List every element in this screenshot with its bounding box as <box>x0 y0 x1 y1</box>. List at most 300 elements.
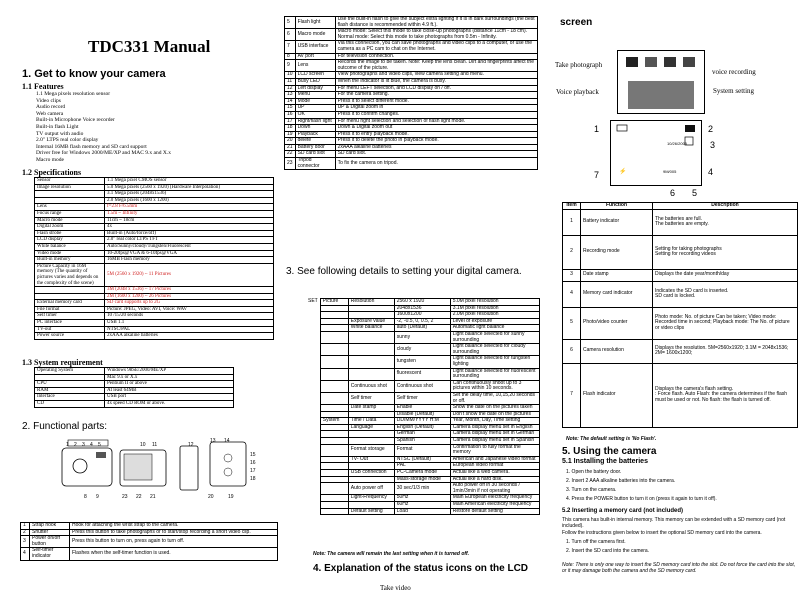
diagram-label: 13 <box>210 438 216 444</box>
setting-desc: Confirmation to fully format the memory <box>450 444 539 456</box>
lcd-status-screen <box>610 120 702 186</box>
diagram-label: 15 <box>250 452 256 458</box>
setting-option: NTSC (Default) <box>394 456 450 463</box>
part-row <box>285 41 538 53</box>
part-name: Flash light <box>295 17 335 29</box>
step-item: 1. Turn off the camera first. <box>566 539 626 545</box>
setting-name: Auto power off <box>348 483 394 495</box>
part-desc: Press it to select different mode. <box>335 98 537 105</box>
settings-note: Note: The camera will remain the last setting when it is turned off. <box>313 551 470 557</box>
setting-name: Default setting <box>348 508 394 515</box>
step-item: 3. Turn on the camera. <box>566 487 617 493</box>
sysreq-table <box>34 367 234 408</box>
setting-name <box>348 344 394 356</box>
setting-category: System <box>320 418 348 425</box>
setting-option: auto (Default) <box>394 325 450 332</box>
setting-category <box>320 325 348 332</box>
part-number: 5 <box>285 17 296 29</box>
spec-value: 4x <box>105 224 274 231</box>
battery-icon <box>617 125 627 131</box>
status-function: Memory card indicator <box>581 281 653 307</box>
diagram-label: 8 <box>84 494 87 500</box>
section-4-title-cont: screen <box>560 17 593 28</box>
setting-group <box>306 318 320 325</box>
diagram-label: 4 <box>90 442 93 448</box>
setting-desc: Camera display menu set in English <box>450 424 539 431</box>
status-function: Photo/video counter <box>581 307 653 339</box>
setting-desc: Restore default setting <box>450 508 539 515</box>
section-1-1-title: 1.1 Features <box>22 82 64 91</box>
setting-category: Picture <box>320 299 348 306</box>
setting-name: Resolution <box>348 299 394 306</box>
setting-category <box>320 312 348 319</box>
s5-1-steps <box>566 468 798 504</box>
status-header-cell: Function <box>581 203 653 210</box>
status-desc-line: Indicates the SD card is inserted. <box>655 287 729 294</box>
diagram-label: 1 <box>66 442 69 448</box>
setting-option: tungsten <box>394 356 450 368</box>
setting-desc: Light balance selected for cloudy surrounding <box>450 344 539 356</box>
setting-name <box>348 438 394 445</box>
part-desc: Press this button to turn on, press again to turn off. <box>70 536 278 548</box>
setting-category <box>320 470 348 477</box>
diagram-label: 19 <box>228 494 234 500</box>
setting-name: Continuous shot <box>348 380 394 392</box>
setting-category <box>320 331 348 343</box>
status-item: 5 <box>563 307 581 339</box>
setting-category <box>320 424 348 431</box>
setting-desc: Light balance selected for sunny surrounding <box>450 331 539 343</box>
spec-row <box>35 287 274 294</box>
part-desc: For menu LEFT selection, and LCD display on / off. <box>335 85 537 92</box>
feature-item: Internal 16MB flash memory and SD card support <box>36 143 147 150</box>
spec-row <box>35 326 274 333</box>
feature-item: Driver free for Windows 2000/ME/XP and MAC 9.x and X.x <box>36 150 171 157</box>
spec-row <box>35 313 274 320</box>
part-name: Menu <box>295 92 335 99</box>
setting-group <box>306 418 320 425</box>
setting-group <box>306 325 320 332</box>
feature-item: Audio record <box>36 104 66 111</box>
status-description <box>653 307 798 339</box>
spec-value: SD card supports up to 2G <box>105 300 274 307</box>
part-name: delete <box>295 138 335 145</box>
part-name: Right/flash light <box>295 118 335 125</box>
part-row <box>285 111 538 118</box>
part-number: 6 <box>285 29 296 41</box>
parts-table-a <box>20 522 278 561</box>
spec-row <box>35 178 274 185</box>
spec-value: Picture: JPEG, Video: AVI, Voice: WAV <box>105 306 274 313</box>
screen-preview <box>628 81 694 109</box>
part-number: 22 <box>285 151 296 158</box>
setting-name <box>348 356 394 368</box>
video-icon <box>645 57 657 67</box>
part-name: Tripod connector <box>295 158 335 170</box>
part-desc: SD card slot. <box>335 151 537 158</box>
diagram-label: 20 <box>208 494 214 500</box>
spec-value: USB 1.1 <box>105 320 274 327</box>
part-row <box>285 151 538 158</box>
sysreq-value: Windows 98SE/2000/ME/XP <box>105 368 234 375</box>
spec-key <box>35 293 105 300</box>
sysreq-row <box>35 374 234 381</box>
status-header <box>563 203 798 210</box>
setting-group <box>306 444 320 456</box>
setting-category <box>320 495 348 502</box>
spec-key <box>35 287 105 294</box>
setting-option: Spanish <box>394 438 450 445</box>
label-take-photograph: Take photograph <box>555 61 603 69</box>
setting-desc: Camera display menu set in German <box>450 431 539 438</box>
part-name: Battery door <box>295 144 335 151</box>
spec-row <box>35 210 274 217</box>
section-1-2-title: 1.2 Specifications <box>22 168 82 177</box>
status-function: Flash indicator <box>581 363 653 427</box>
diagram-label: 9 <box>96 494 99 500</box>
status-note: Note: The default setting is 'No Flash'. <box>566 436 657 442</box>
mode-screen-diagram <box>617 50 705 114</box>
camera-top-view-drawing <box>210 442 246 486</box>
setting-category <box>320 508 348 515</box>
part-name: Busy LED <box>295 78 335 85</box>
setting-category <box>320 405 348 412</box>
part-desc: Press it to delete the photo in playback mode. <box>335 138 537 145</box>
parts-table-b <box>284 16 538 170</box>
s5-2-text: This camera has built-in internal memory. This memory can be extended with a SD memory card (not included). <box>562 517 786 529</box>
spec-row <box>35 184 274 191</box>
spec-value: 1.5m ~ Infinity <box>105 210 274 217</box>
part-number: 20 <box>285 138 296 145</box>
part-row <box>285 105 538 112</box>
setting-category <box>320 456 348 463</box>
setting-desc: American and Japanese video format <box>450 456 539 463</box>
setting-row <box>306 392 540 404</box>
part-row <box>21 548 278 560</box>
status-desc-line: Setting for recording videos <box>655 251 716 258</box>
setting-desc: Show the date on the pictures taken <box>450 405 539 412</box>
spec-key: Power source <box>35 333 105 340</box>
lcd-date: 10/26/2005 <box>667 141 688 146</box>
label-voice-recording: voice recording <box>712 68 756 76</box>
part-number: 21 <box>285 144 296 151</box>
spec-value: NTSC/PAL <box>105 326 274 333</box>
part-desc: UP & Digital zoom in <box>335 105 537 112</box>
spec-key: Video mode <box>35 250 105 257</box>
diagram-label: 3 <box>82 442 85 448</box>
sysreq-value: 4x speed CD ROM or above. <box>105 400 234 407</box>
setting-desc: Set the delay time, 10,15,20 seconds or off. <box>450 392 539 404</box>
setting-group <box>306 438 320 445</box>
part-number: 7 <box>285 41 296 53</box>
spec-key: Image resolution <box>35 184 105 191</box>
sysreq-row <box>35 400 234 407</box>
part-row <box>285 60 538 72</box>
status-row <box>563 235 798 269</box>
camera-side-drawing <box>180 446 198 490</box>
page-title: TDC331 Manual <box>88 37 211 56</box>
sysreq-row <box>35 394 234 401</box>
callout-6: 6 <box>670 188 676 198</box>
status-row <box>563 307 798 339</box>
part-name: Macro mode <box>295 29 335 41</box>
spec-row <box>35 243 274 250</box>
setting-group <box>306 344 320 356</box>
status-desc-line: Setting for taking photographs <box>655 245 722 252</box>
spec-key: Lens <box>35 204 105 211</box>
spec-row <box>35 300 274 307</box>
callout-1: 1 <box>594 124 600 134</box>
camera-icon <box>626 57 638 67</box>
part-number: 15 <box>285 105 296 112</box>
section-5-title: 5. Using the camera <box>562 446 657 457</box>
setting-row <box>306 456 540 463</box>
status-function: Recording mode <box>581 235 653 269</box>
section-5-2-title: 5.2 Inserting a memory card (not included) <box>562 508 684 514</box>
part-desc: Flashes when the self-timer function is used. <box>70 548 278 560</box>
setting-name <box>348 331 394 343</box>
part-desc: Records the image to be taken. Note: Keep the lens clean. Dirt and fingerprints affect the outcome of the picture. <box>335 60 537 72</box>
part-name: SD card slot <box>295 151 335 158</box>
setting-option: PAL <box>394 463 450 470</box>
setting-desc: Level of exposure <box>450 318 539 325</box>
sysreq-key <box>35 374 105 381</box>
setting-option: fluorescent <box>394 368 450 380</box>
spec-key: Sensor <box>35 178 105 185</box>
spec-value: 10-20fps@VGA & 6-10fps@VGA <box>105 250 274 257</box>
label-voice-playback: Voice playback <box>556 88 599 96</box>
setting-group <box>306 502 320 509</box>
diagram-label: 14 <box>224 438 230 444</box>
sysreq-value: Mac 9.x or X.x <box>105 374 234 381</box>
spec-row <box>35 204 274 211</box>
setting-option: German <box>394 431 450 438</box>
step-item: 2. Insert 2 AAA alkaline batteries into the camera. <box>566 478 676 484</box>
part-number: 12 <box>285 85 296 92</box>
setting-desc: Actual like a web camera. <box>450 470 539 477</box>
setting-row <box>306 356 540 368</box>
part-desc: To fix the camera on tripod. <box>335 158 537 170</box>
setting-desc: Auto power off in 30 seconds / 1min/3min if not operating <box>450 483 539 495</box>
part-number: 13 <box>285 92 296 99</box>
part-desc: For the camera setting. <box>335 92 537 99</box>
setting-option: -2, -0.5, 0, 0.5, 2 <box>394 318 450 325</box>
status-desc-line: : Force flash. Auto Flash: the camera determines if the flash must be used or not. No flash: the flash is turned off. <box>655 391 788 403</box>
status-desc-line: Displays the camera's flash setting. <box>655 385 734 392</box>
part-number: 11 <box>285 78 296 85</box>
sysreq-value: Pentium II or above <box>105 381 234 388</box>
part-name: LCD screen <box>295 72 335 79</box>
spec-row <box>35 224 274 231</box>
features-list <box>36 91 266 164</box>
sysreq-key: CPU <box>35 381 105 388</box>
setting-category <box>320 483 348 495</box>
diagram-label: 21 <box>150 494 156 500</box>
status-function: Camera resolution <box>581 339 653 363</box>
setting-row <box>306 380 540 392</box>
spec-key: Self timer <box>35 313 105 320</box>
part-row <box>285 29 538 41</box>
setting-desc: Light balance selected for tungsten lighting <box>450 356 539 368</box>
status-item: 1 <box>563 209 581 235</box>
part-desc: When the indicator is lit blue, the camera is busy. <box>335 78 537 85</box>
setting-group <box>306 356 320 368</box>
part-name: Power on/off button <box>30 536 70 548</box>
setting-group <box>306 483 320 495</box>
setting-group <box>306 368 320 380</box>
section-1-3-title: 1.3 System requirement <box>22 358 103 367</box>
part-number: 19 <box>285 131 296 138</box>
spec-key: PC interface <box>35 320 105 327</box>
spec-value: 11cm ~ 18cm <box>105 217 274 224</box>
setting-desc: Light balance selected for fluorescent surrounding <box>450 368 539 380</box>
spec-key: Built-in memory <box>35 257 105 264</box>
setting-category <box>320 392 348 404</box>
s5-2-note: Note: There is only one way to insert the SD memory card into the slot. Do not force the card into the slot, or it may damage both the camera and the SD memory card. <box>562 562 796 574</box>
settings-table <box>306 298 540 515</box>
setting-group <box>306 392 320 404</box>
setting-group <box>306 405 320 412</box>
setting-name: USB connection <box>348 470 394 477</box>
status-item: 3 <box>563 269 581 281</box>
setting-name <box>348 368 394 380</box>
setting-row <box>306 502 540 509</box>
part-row <box>285 125 538 132</box>
part-name: UP <box>295 105 335 112</box>
part-number: 9 <box>285 60 296 72</box>
part-row <box>285 92 538 99</box>
status-description <box>653 269 798 281</box>
setting-group <box>306 331 320 343</box>
spec-row <box>35 333 274 340</box>
setting-row <box>306 305 540 312</box>
part-name: Mode <box>295 98 335 105</box>
setting-option: 2048x1536 <box>394 305 450 312</box>
status-row <box>563 363 798 427</box>
sysreq-value: At least 64MB <box>105 387 234 394</box>
part-name: Playback <box>295 131 335 138</box>
wrench-icon <box>683 57 695 67</box>
status-row <box>563 269 798 281</box>
setting-option: Format <box>394 444 450 456</box>
spec-key: Digital zoom <box>35 224 105 231</box>
setting-name: TV- Out <box>348 456 394 463</box>
setting-category <box>320 463 348 470</box>
part-desc: 2xAAA alkaline batteries <box>335 144 537 151</box>
section-1-title: 1. Get to know your camera <box>22 68 166 80</box>
setting-group <box>306 411 320 418</box>
part-name: OK <box>295 111 335 118</box>
setting-desc: Automatic light balance <box>450 325 539 332</box>
setting-option: PC-Camera mode <box>394 470 450 477</box>
setting-option: cloudy <box>394 344 450 356</box>
status-description <box>653 281 798 307</box>
setting-option: Mass-storage mode <box>394 476 450 483</box>
setting-name: Format storage <box>348 444 394 456</box>
status-row <box>563 209 798 235</box>
status-desc-line: Displays the date year/month/day <box>655 271 730 278</box>
setting-desc: 3.1M pixel resolution <box>450 305 539 312</box>
mode-icons <box>618 51 706 115</box>
part-desc: Use the built-in flash to give the subject extra lighting if it is in dark surroundings (the best flash distance is recommended within 4.9 ft.). <box>335 17 537 29</box>
section-2-title: 2. Functional parts: <box>22 421 108 432</box>
section-3-title: 3. See following details to setting your digital camera. <box>286 266 522 277</box>
setting-desc: Year, Month, Day, Time setting <box>450 418 539 425</box>
diagram-label: 11 <box>152 442 158 448</box>
lcd-counter: 9M/005 <box>663 169 677 174</box>
setting-category <box>320 368 348 380</box>
step-item: 4. Press the POWER button to turn it on (press it again to turn it off). <box>566 496 717 502</box>
diagram-label: 12 <box>188 442 194 448</box>
setting-category <box>320 431 348 438</box>
spec-value: 2.0" real color LTPS TFT <box>105 237 274 244</box>
diagram-label: 17 <box>250 468 256 474</box>
spec-row <box>35 320 274 327</box>
spec-row <box>35 306 274 313</box>
spec-row <box>35 293 274 300</box>
part-desc: For television connection. <box>335 53 537 60</box>
part-desc: Press it to confirm changes. <box>335 111 537 118</box>
specs-table <box>34 177 274 340</box>
status-table <box>562 202 798 428</box>
part-name: Strap hook <box>30 523 70 530</box>
feature-item: Macro mode <box>36 156 64 163</box>
part-number: 23 <box>285 158 296 170</box>
camera-back-drawing <box>120 450 166 486</box>
spec-value: 5.0 Mega pixels (2560 x 1920) (Hardware Interpolation) <box>105 184 274 191</box>
setting-group <box>306 424 320 431</box>
bottom-caption: Take video <box>380 584 411 592</box>
s5-2-steps <box>566 538 798 556</box>
spec-row <box>35 191 274 198</box>
spec-key <box>35 197 105 204</box>
setting-name: Language <box>348 424 394 431</box>
setting-name: Self timer <box>348 392 394 404</box>
setting-desc: Can continuously shoot up to 3 pictures within 10 seconds. <box>450 380 539 392</box>
part-number: 2 <box>21 529 30 536</box>
spec-value: 3M (2048 x 1536) ~ 17 Pictures <box>105 287 274 294</box>
status-description <box>653 235 798 269</box>
setting-category <box>320 502 348 509</box>
sysreq-key: Interface <box>35 394 105 401</box>
feature-item: 2.0" LTPS real color display <box>36 137 99 144</box>
part-row <box>285 98 538 105</box>
part-row <box>21 536 278 548</box>
setting-desc: Main American electricity frequency <box>450 502 539 509</box>
spec-value: 2.0 Mega pixels (1600 x 1200) <box>105 197 274 204</box>
spec-row <box>35 237 274 244</box>
part-desc: Press it to entry playback mode. <box>335 131 537 138</box>
status-function: Battery indicator <box>581 209 653 235</box>
camera-mode-icon <box>685 125 695 132</box>
setting-category <box>320 356 348 368</box>
part-name: Self-timer indicator <box>30 548 70 560</box>
setting-row <box>306 368 540 380</box>
diagram-label: 10 <box>140 442 146 448</box>
spec-value: 2M (1600 x 1200) ~ 26 Pictures <box>105 293 274 300</box>
camera-parts-diagram <box>60 438 280 506</box>
setting-option: Enable <box>394 405 450 412</box>
spec-row <box>35 217 274 224</box>
callout-3: 3 <box>710 140 716 150</box>
setting-desc: 5.0M pixel resolution <box>450 299 539 306</box>
setting-group <box>306 508 320 515</box>
setting-group <box>306 305 320 312</box>
setting-name: Light-Frequency <box>348 495 394 502</box>
setting-group: SET <box>308 298 318 304</box>
diagram-label: 22 <box>136 494 142 500</box>
spec-key: File format <box>35 306 105 313</box>
